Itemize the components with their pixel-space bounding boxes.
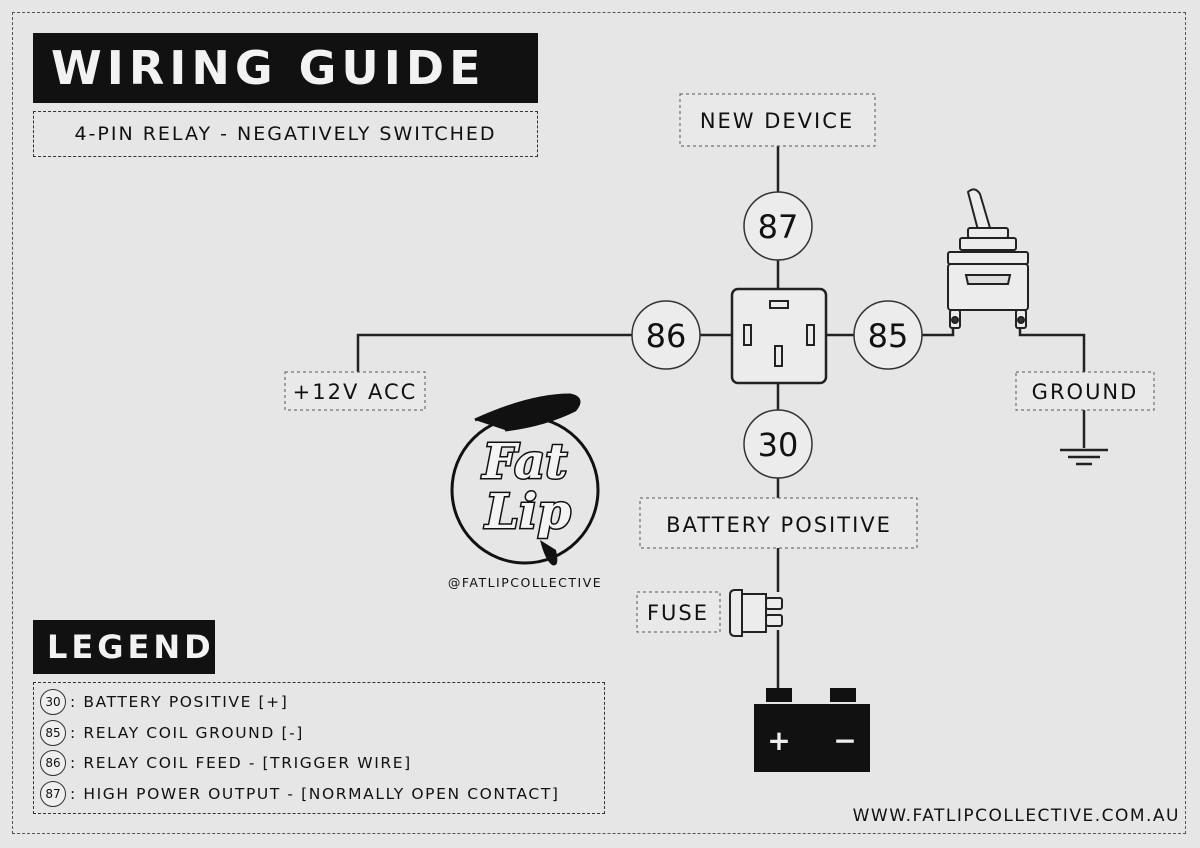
legend-item-text: : BATTERY POSITIVE [+]	[70, 693, 289, 712]
legend-pin-badge: 87	[40, 781, 66, 807]
legend-item-text: : RELAY COIL FEED - [TRIGGER WIRE]	[70, 754, 412, 773]
fuse-icon	[730, 590, 782, 636]
page-subtitle: 4-PIN RELAY - NEGATIVELY SWITCHED	[33, 111, 538, 157]
wire-acc	[358, 335, 632, 372]
pin-87	[744, 192, 812, 260]
legend-item	[40, 718, 598, 749]
logo-line2: Lip	[485, 484, 571, 540]
label-new-device	[680, 94, 875, 146]
legend	[33, 682, 605, 814]
label-new-device-text: NEW DEVICE	[699, 109, 855, 133]
logo-line1: Fat	[482, 434, 568, 490]
label-acc	[285, 372, 425, 410]
pin-85-label: 85	[867, 317, 909, 355]
page-title: WIRING GUIDE	[33, 33, 538, 103]
legend-pin-badge: 86	[40, 750, 66, 776]
label-battery-positive	[640, 498, 917, 548]
logo-handle: @FATLIPCOLLECTIVE	[447, 575, 603, 590]
legend-pin-badge: 85	[40, 720, 66, 746]
label-ground	[1016, 372, 1154, 410]
legend-item	[40, 748, 598, 779]
label-fuse	[637, 592, 720, 632]
wire-85-switch	[922, 325, 953, 335]
pin-30-label: 30	[757, 426, 799, 464]
legend-pin-badge: 30	[40, 689, 66, 715]
legend-item-text: : RELAY COIL GROUND [-]	[70, 723, 304, 742]
battery-plus-label: +	[767, 724, 791, 757]
label-acc-text: +12V ACC	[292, 380, 418, 404]
pin-86-label: 86	[645, 317, 687, 355]
pin-85	[854, 301, 922, 369]
relay-icon	[732, 289, 826, 383]
fatlip-logo	[448, 395, 602, 590]
pin-86	[632, 301, 700, 369]
legend-item-text: : HIGH POWER OUTPUT - [NORMALLY OPEN CONTACT]	[70, 784, 560, 803]
battery-icon	[754, 688, 870, 772]
pin-87-label: 87	[757, 208, 799, 246]
ground-symbol-icon	[1060, 450, 1108, 464]
wire-switch-ground	[1020, 325, 1084, 372]
pin-30	[744, 410, 812, 478]
legend-item	[40, 687, 598, 718]
label-fuse-text: FUSE	[646, 601, 710, 625]
website-url: WWW.FATLIPCOLLECTIVE.COM.AU	[852, 806, 1180, 826]
legend-item	[40, 779, 598, 810]
label-battery-positive-text: BATTERY POSITIVE	[666, 513, 892, 537]
label-ground-text: GROUND	[1031, 380, 1139, 404]
toggle-switch-icon	[948, 189, 1028, 328]
battery-minus-label: −	[833, 724, 857, 757]
legend-title: LEGEND	[33, 620, 215, 674]
